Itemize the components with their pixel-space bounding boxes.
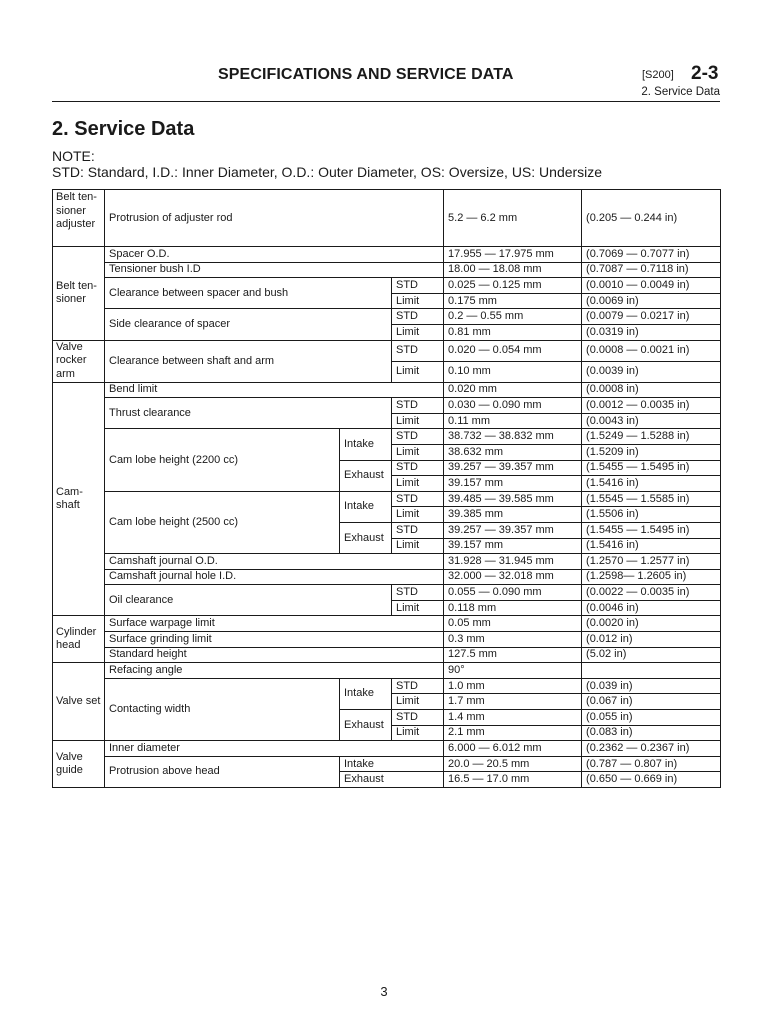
std-limit-cell: STD xyxy=(392,710,444,726)
table-row xyxy=(53,190,721,247)
std-limit-cell: Limit xyxy=(392,444,444,460)
metric-value-cell: 31.928 — 31.945 mm xyxy=(444,554,582,570)
imperial-value-cell xyxy=(582,663,721,679)
metric-value-cell: 6.000 — 6.012 mm xyxy=(444,741,582,757)
table-row xyxy=(53,569,721,585)
service-data-table-body xyxy=(53,190,721,788)
metric-value-cell: 38.632 mm xyxy=(444,444,582,460)
table-row xyxy=(53,585,721,601)
std-limit-cell: Limit xyxy=(392,413,444,429)
metric-value-cell: 0.020 mm xyxy=(444,382,582,398)
table-row xyxy=(53,309,721,325)
std-limit-cell: Limit xyxy=(392,725,444,741)
item-cell: Refacing angle xyxy=(105,663,444,679)
item-cell: Surface warpage limit xyxy=(105,616,444,632)
item-cell: Clearance between shaft and arm xyxy=(105,340,392,382)
table-row xyxy=(53,429,721,445)
imperial-value-cell: (0.083 in) xyxy=(582,725,721,741)
metric-value-cell: 0.055 — 0.090 mm xyxy=(444,585,582,601)
sub-item-cell: Intake xyxy=(340,491,392,522)
service-data-table xyxy=(52,189,721,788)
item-cell: Camshaft journal O.D. xyxy=(105,554,444,570)
imperial-value-cell: (0.0069 in) xyxy=(582,293,721,309)
std-limit-cell: Limit xyxy=(392,600,444,616)
table-row xyxy=(53,278,721,294)
item-cell: Surface grinding limit xyxy=(105,632,444,648)
metric-value-cell: 2.1 mm xyxy=(444,725,582,741)
std-limit-cell: Limit xyxy=(392,694,444,710)
imperial-value-cell: (0.650 — 0.669 in) xyxy=(582,772,721,788)
imperial-value-cell: (0.0319 in) xyxy=(582,324,721,340)
table-row xyxy=(53,741,721,757)
metric-value-cell: 16.5 — 17.0 mm xyxy=(444,772,582,788)
metric-value-cell: 0.030 — 0.090 mm xyxy=(444,398,582,414)
table-row xyxy=(53,616,721,632)
imperial-value-cell: (0.0046 in) xyxy=(582,600,721,616)
imperial-value-cell: (1.5249 — 1.5288 in) xyxy=(582,429,721,445)
sub-item-cell: Exhaust xyxy=(340,710,392,741)
imperial-value-cell: (0.0043 in) xyxy=(582,413,721,429)
std-limit-cell: STD xyxy=(392,491,444,507)
imperial-value-cell: (0.0039 in) xyxy=(582,361,721,382)
std-limit-cell: Limit xyxy=(392,361,444,382)
table-row xyxy=(53,647,721,663)
note-label: NOTE: xyxy=(52,148,95,164)
sub-item-cell: Exhaust xyxy=(340,772,444,788)
table-row xyxy=(53,262,721,278)
std-limit-cell: Limit xyxy=(392,538,444,554)
metric-value-cell: 39.485 — 39.585 mm xyxy=(444,491,582,507)
item-cell: Inner diameter xyxy=(105,741,444,757)
std-limit-cell: STD xyxy=(392,340,444,361)
table-row xyxy=(53,398,721,414)
sub-item-cell: Intake xyxy=(340,678,392,709)
std-limit-cell: Limit xyxy=(392,293,444,309)
imperial-value-cell: (1.5209 in) xyxy=(582,444,721,460)
item-cell: Bend limit xyxy=(105,382,444,398)
metric-value-cell: 1.0 mm xyxy=(444,678,582,694)
metric-value-cell: 0.05 mm xyxy=(444,616,582,632)
table-row xyxy=(53,663,721,679)
table-row xyxy=(53,756,721,772)
std-limit-cell: STD xyxy=(392,678,444,694)
metric-value-cell: 18.00 — 18.08 mm xyxy=(444,262,582,278)
metric-value-cell: 0.3 mm xyxy=(444,632,582,648)
header-rule xyxy=(52,101,720,102)
table-row xyxy=(53,632,721,648)
imperial-value-cell: (0.7087 — 0.7118 in) xyxy=(582,262,721,278)
std-limit-cell: STD xyxy=(392,429,444,445)
category-cell: Cam-shaft xyxy=(53,382,105,616)
imperial-value-cell: (0.787 — 0.807 in) xyxy=(582,756,721,772)
imperial-value-cell: (1.2570 — 1.2577 in) xyxy=(582,554,721,570)
imperial-value-cell: (0.055 in) xyxy=(582,710,721,726)
table-row xyxy=(53,247,721,263)
std-limit-cell: STD xyxy=(392,278,444,294)
category-cell: Valve set xyxy=(53,663,105,741)
item-cell: Cam lobe height (2200 cc) xyxy=(105,429,340,491)
imperial-value-cell: (0.0022 — 0.0035 in) xyxy=(582,585,721,601)
imperial-value-cell: (0.067 in) xyxy=(582,694,721,710)
metric-value-cell: 0.2 — 0.55 mm xyxy=(444,309,582,325)
std-limit-cell: Limit xyxy=(392,476,444,492)
std-limit-cell: STD xyxy=(392,398,444,414)
imperial-value-cell: (1.5455 — 1.5495 in) xyxy=(582,460,721,476)
section-title: 2. Service Data xyxy=(52,118,195,140)
metric-value-cell: 0.10 mm xyxy=(444,361,582,382)
table-row xyxy=(53,491,721,507)
imperial-value-cell: (0.0079 — 0.0217 in) xyxy=(582,309,721,325)
metric-value-cell: 0.81 mm xyxy=(444,324,582,340)
item-cell: Protrusion of adjuster rod xyxy=(105,190,444,247)
item-cell: Protrusion above head xyxy=(105,756,340,787)
metric-value-cell: 1.7 mm xyxy=(444,694,582,710)
sub-item-cell: Intake xyxy=(340,756,444,772)
imperial-value-cell: (0.205 — 0.244 in) xyxy=(582,190,721,247)
category-cell: Cylinder head xyxy=(53,616,105,663)
metric-value-cell: 0.025 — 0.125 mm xyxy=(444,278,582,294)
sub-item-cell: Exhaust xyxy=(340,522,392,553)
imperial-value-cell: (0.2362 — 0.2367 in) xyxy=(582,741,721,757)
metric-value-cell: 39.257 — 39.357 mm xyxy=(444,460,582,476)
imperial-value-cell: (0.039 in) xyxy=(582,678,721,694)
page-label: 2-3 xyxy=(691,63,719,84)
imperial-value-cell: (1.5416 in) xyxy=(582,538,721,554)
metric-value-cell: 127.5 mm xyxy=(444,647,582,663)
imperial-value-cell: (5.02 in) xyxy=(582,647,721,663)
category-cell: Belt ten-sioner adjuster xyxy=(53,190,105,247)
table-row xyxy=(53,340,721,361)
metric-value-cell: 39.157 mm xyxy=(444,476,582,492)
item-cell: Thrust clearance xyxy=(105,398,392,429)
metric-value-cell: 39.157 mm xyxy=(444,538,582,554)
header-subtitle: 2. Service Data xyxy=(641,86,720,98)
metric-value-cell: 17.955 — 17.975 mm xyxy=(444,247,582,263)
item-cell: Cam lobe height (2500 cc) xyxy=(105,491,340,553)
imperial-value-cell: (0.0008 — 0.0021 in) xyxy=(582,340,721,361)
imperial-value-cell: (0.0010 — 0.0049 in) xyxy=(582,278,721,294)
imperial-value-cell: (0.0012 — 0.0035 in) xyxy=(582,398,721,414)
metric-value-cell: 39.385 mm xyxy=(444,507,582,523)
imperial-value-cell: (1.5416 in) xyxy=(582,476,721,492)
imperial-value-cell: (0.0020 in) xyxy=(582,616,721,632)
std-limit-cell: Limit xyxy=(392,507,444,523)
sub-item-cell: Exhaust xyxy=(340,460,392,491)
metric-value-cell: 20.0 — 20.5 mm xyxy=(444,756,582,772)
std-limit-cell: Limit xyxy=(392,324,444,340)
metric-value-cell: 32.000 — 32.018 mm xyxy=(444,569,582,585)
category-cell: Belt ten-sioner xyxy=(53,247,105,341)
page-number: 3 xyxy=(380,984,388,999)
table-row xyxy=(53,678,721,694)
sub-item-cell: Intake xyxy=(340,429,392,460)
category-cell: Valve guide xyxy=(53,741,105,788)
note-text: STD: Standard, I.D.: Inner Diameter, O.D.: Outer Diameter, OS: Oversize, US: Undersize xyxy=(52,164,603,180)
metric-value-cell: 39.257 — 39.357 mm xyxy=(444,522,582,538)
imperial-value-cell: (1.5506 in) xyxy=(582,507,721,523)
metric-value-cell: 0.11 mm xyxy=(444,413,582,429)
item-cell: Standard height xyxy=(105,647,444,663)
item-cell: Tensioner bush I.D xyxy=(105,262,444,278)
imperial-value-cell: (1.5455 — 1.5495 in) xyxy=(582,522,721,538)
item-cell: Clearance between spacer and bush xyxy=(105,278,392,309)
std-limit-cell: STD xyxy=(392,522,444,538)
imperial-value-cell: (1.2598— 1.2605 in) xyxy=(582,569,721,585)
std-limit-cell: STD xyxy=(392,460,444,476)
metric-value-cell: 5.2 — 6.2 mm xyxy=(444,190,582,247)
header-title: SPECIFICATIONS AND SERVICE DATA xyxy=(218,66,514,83)
item-cell: Side clearance of spacer xyxy=(105,309,392,340)
item-cell: Oil clearance xyxy=(105,585,392,616)
imperial-value-cell: (0.012 in) xyxy=(582,632,721,648)
imperial-value-cell: (1.5545 — 1.5585 in) xyxy=(582,491,721,507)
item-cell: Camshaft journal hole I.D. xyxy=(105,569,444,585)
metric-value-cell: 0.118 mm xyxy=(444,600,582,616)
imperial-value-cell: (0.0008 in) xyxy=(582,382,721,398)
table-row xyxy=(53,382,721,398)
metric-value-cell: 38.732 — 38.832 mm xyxy=(444,429,582,445)
item-cell: Spacer O.D. xyxy=(105,247,444,263)
std-limit-cell: STD xyxy=(392,309,444,325)
table-row xyxy=(53,554,721,570)
std-limit-cell: STD xyxy=(392,585,444,601)
metric-value-cell: 0.175 mm xyxy=(444,293,582,309)
item-cell: Contacting width xyxy=(105,678,340,740)
metric-value-cell: 90° xyxy=(444,663,582,679)
section-code: [S200] xyxy=(642,69,674,81)
imperial-value-cell: (0.7069 — 0.7077 in) xyxy=(582,247,721,263)
metric-value-cell: 0.020 — 0.054 mm xyxy=(444,340,582,361)
metric-value-cell: 1.4 mm xyxy=(444,710,582,726)
category-cell: Valve rocker arm xyxy=(53,340,105,382)
